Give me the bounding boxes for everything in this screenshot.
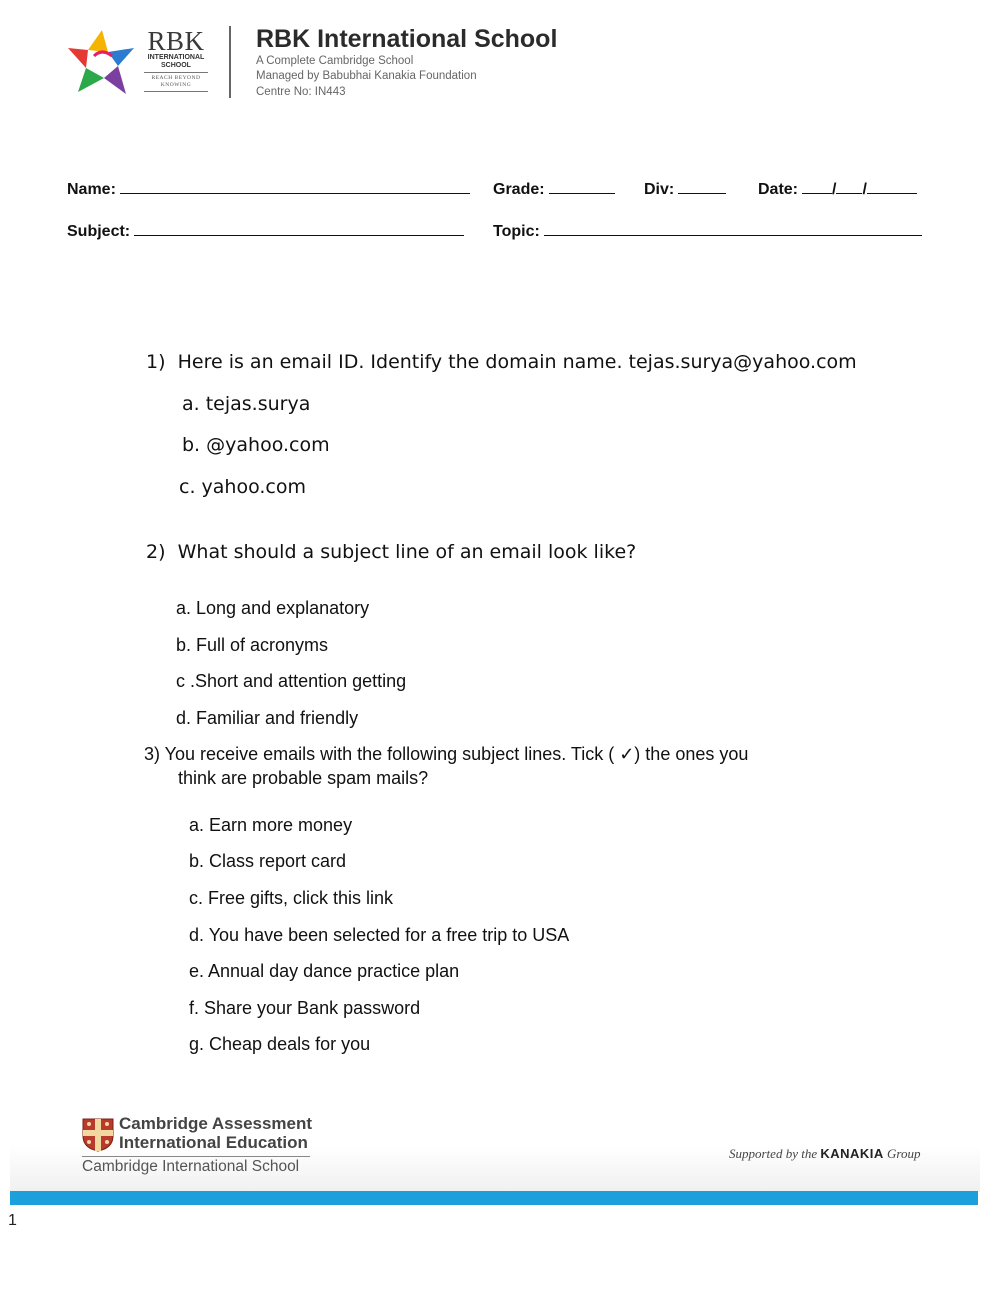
question-2 — [146, 541, 636, 563]
logo-tagline1: REACH BEYOND — [151, 75, 201, 81]
header-divider — [229, 26, 231, 98]
q3-option-e[interactable]: e. Annual day dance practice plan — [189, 961, 460, 981]
question-2-number: 2) — [146, 541, 166, 563]
logo-tagline2: KNOWING — [160, 82, 192, 88]
topic-blank[interactable] — [544, 221, 922, 236]
question-1-text: Here is an email ID. Identify the domain name. tejas.surya@yahoo.com — [177, 351, 857, 373]
school-centre-no: Centre No: IN443 — [256, 86, 346, 98]
question-1-number: 1) — [146, 351, 166, 373]
name-label: Name: — [67, 181, 116, 198]
page-number: 1 — [8, 1212, 17, 1229]
cambridge-school: Cambridge International School — [82, 1158, 300, 1175]
name-field[interactable] — [67, 179, 470, 199]
div-field[interactable] — [644, 179, 726, 199]
q2-option-a[interactable]: a. Long and explanatory — [176, 598, 370, 618]
supported-prefix: Supported by the — [729, 1146, 818, 1161]
q2-option-d[interactable]: d. Familiar and friendly — [176, 708, 359, 728]
date-field[interactable]: Date: / / — [758, 179, 917, 199]
grade-blank[interactable] — [549, 179, 615, 194]
logo-rule — [144, 72, 208, 73]
q3-option-c[interactable]: c. Free gifts, click this link — [189, 888, 394, 908]
cambridge-shield-icon — [82, 1118, 114, 1152]
supported-suffix: Group — [887, 1146, 921, 1161]
school-subtitle: A Complete Cambridge School — [256, 55, 414, 67]
school-logo-star — [66, 26, 138, 98]
q3-option-a[interactable]: a. Earn more money — [189, 815, 353, 835]
logo-line1: INTERNATIONAL — [147, 54, 205, 61]
question-3-line2: think are probable spam mails? — [178, 768, 429, 788]
q3-option-g[interactable]: g. Cheap deals for you — [189, 1034, 371, 1054]
subject-blank[interactable] — [134, 221, 464, 236]
supported-by — [729, 1146, 921, 1162]
q1-option-a[interactable]: a. tejas.surya — [182, 393, 311, 415]
cambridge-rule — [82, 1156, 310, 1157]
cambridge-title-line2: International Education — [119, 1133, 308, 1152]
school-managed-by: Managed by Babubhai Kanakia Foundation — [256, 70, 477, 82]
grade-label: Grade: — [493, 181, 545, 198]
school-name: RBK International School — [256, 25, 558, 53]
school-logo-text — [140, 28, 212, 94]
q1-option-b[interactable]: b. @yahoo.com — [182, 434, 330, 456]
grade-field[interactable] — [493, 179, 615, 199]
cambridge-title-line1: Cambridge Assessment — [119, 1114, 313, 1133]
supported-brand: KANAKIA — [820, 1146, 884, 1161]
q3-option-b[interactable]: b. Class report card — [189, 851, 347, 871]
div-blank[interactable] — [678, 179, 726, 194]
logo-rule-bottom — [144, 91, 208, 92]
subject-label: Subject: — [67, 223, 131, 240]
date-year-blank[interactable] — [867, 179, 917, 194]
logo-line2: SCHOOL — [161, 62, 191, 69]
q2-option-c[interactable]: c .Short and attention getting — [176, 671, 407, 691]
q3-option-f[interactable]: f. Share your Bank password — [189, 998, 421, 1018]
topic-label: Topic: — [493, 223, 540, 240]
question-2-text: What should a subject line of an email look like? — [177, 541, 637, 563]
div-label: Div: — [644, 181, 675, 198]
question-1 — [146, 351, 857, 373]
q3-option-d[interactable]: d. You have been selected for a free trip to USA — [189, 925, 570, 945]
footer-blue-bar — [10, 1191, 978, 1205]
date-day-blank[interactable] — [802, 179, 832, 194]
topic-field[interactable] — [493, 221, 922, 241]
q1-option-c[interactable]: c. yahoo.com — [179, 476, 306, 498]
name-blank[interactable] — [120, 179, 470, 194]
q2-option-b[interactable]: b. Full of acronyms — [176, 635, 329, 655]
date-month-blank[interactable] — [836, 179, 862, 194]
subject-field[interactable] — [67, 221, 464, 241]
question-3-line1: 3) You receive emails with the following subject lines. Tick ( ✓) the ones you — [144, 744, 749, 764]
date-label: Date: — [758, 181, 799, 198]
logo-brand: RBK — [147, 26, 205, 56]
